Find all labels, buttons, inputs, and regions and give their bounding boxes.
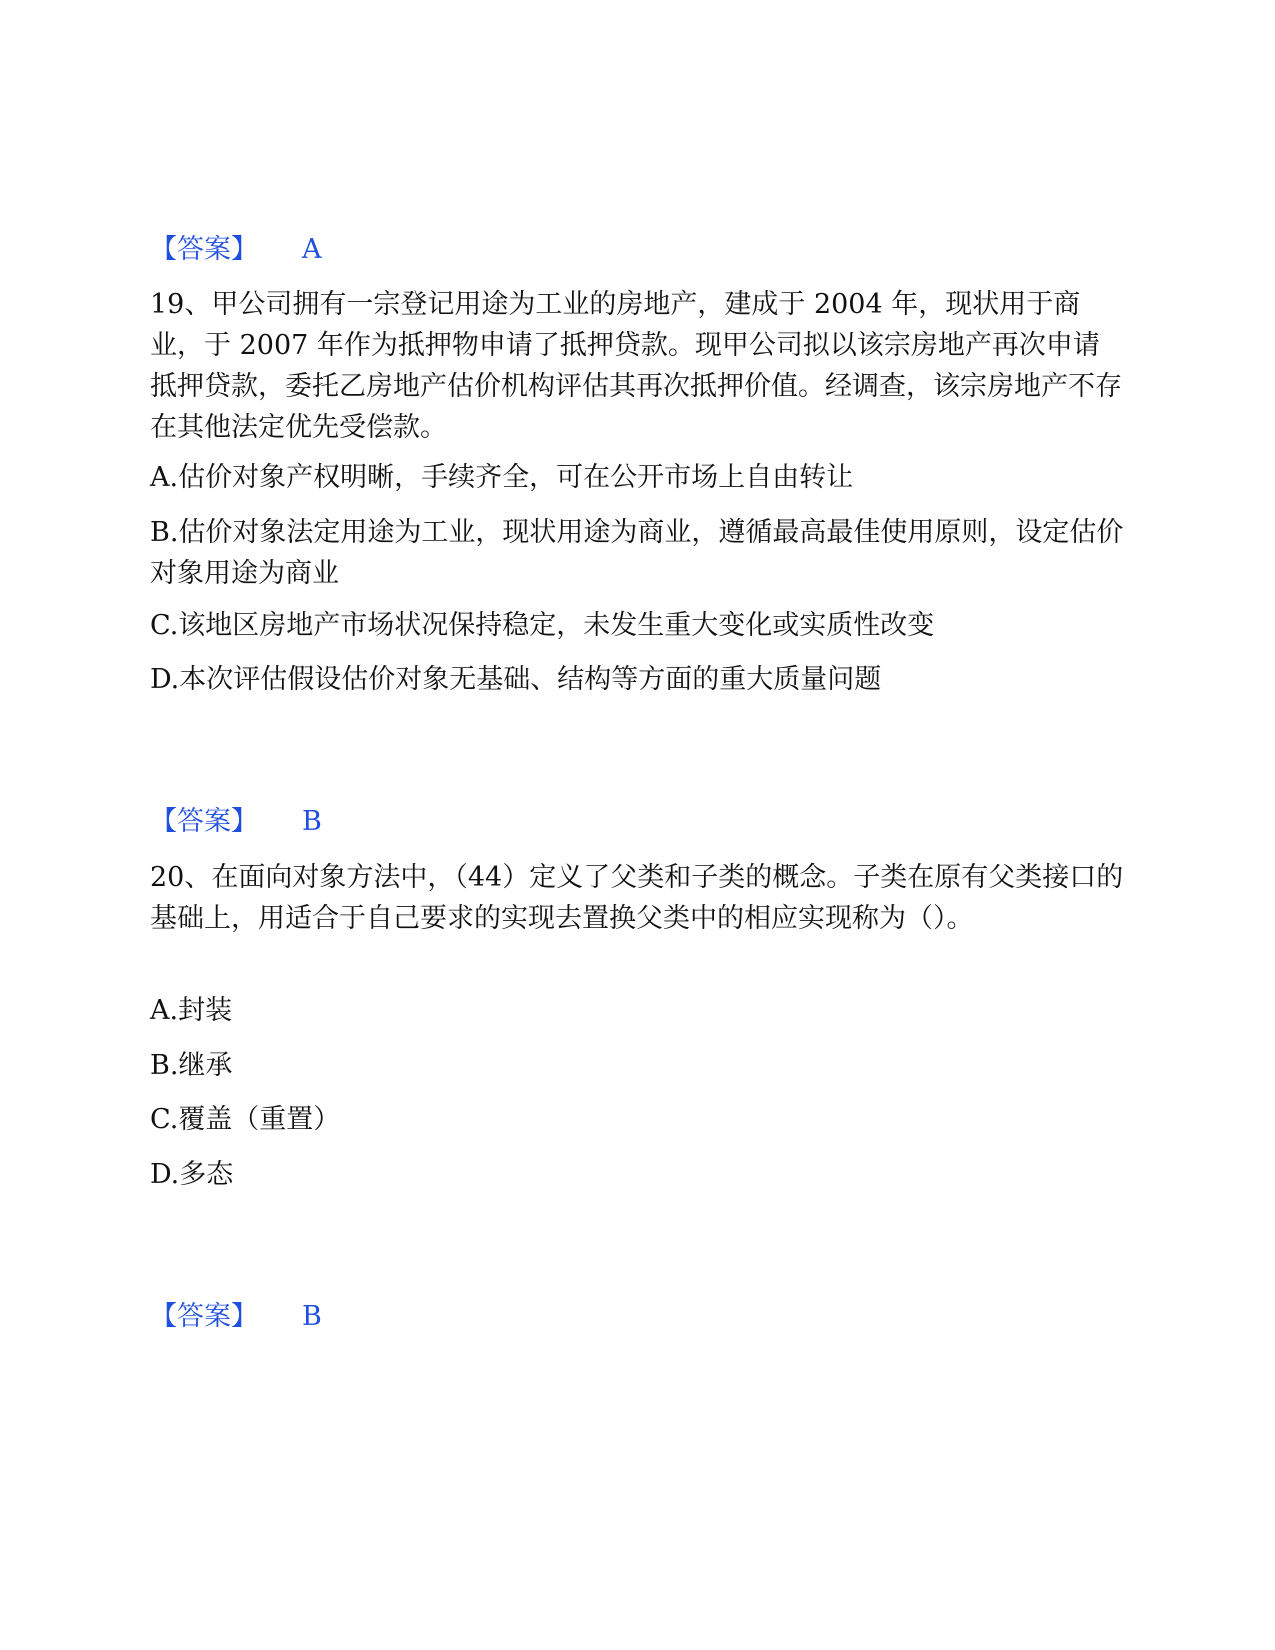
answer-value: B (302, 1301, 322, 1332)
answer-label: 【答案】 (150, 234, 258, 265)
option-a: A.估价对象产权明晰，手续齐全，可在公开市场上自由转让 (150, 462, 854, 493)
option-a: A.封装 (150, 995, 233, 1026)
answer-line (150, 233, 322, 267)
answer-label: 【答案】 (150, 1301, 258, 1332)
answer-value: B (302, 806, 322, 837)
option-d: D.本次评估假设估价对象无基础、结构等方面的重大质量问题 (150, 664, 882, 695)
question-stem: 19、甲公司拥有一宗登记用途为工业的房地产，建成于 2004 年，现状用于商业，于 2007 年作为抵押物申请了抵押贷款。现甲公司拟以该宗房地产再次申请抵押贷款，委托乙房地产估价机构评估其再次抵押价值。经调查，该宗房地产不存在其他法定优先受偿款。 (150, 289, 1122, 443)
option-d: D.多态 (150, 1159, 234, 1190)
answer-line (150, 1300, 322, 1334)
option-c: C.该地区房地产市场状况保持稳定，未发生重大变化或实质性改变 (150, 610, 935, 641)
option-b: B.继承 (150, 1050, 233, 1081)
question-stem: 20、在面向对象方法中，（44）定义了父类和子类的概念。子类在原有父类接口的基础上，用适合于自己要求的实现去置换父类中的相应实现称为（）。 (150, 862, 1124, 934)
answer-line (150, 805, 322, 839)
answer-label: 【答案】 (150, 806, 258, 837)
answer-value: A (302, 234, 322, 265)
option-c: C.覆盖（重置） (150, 1104, 341, 1135)
option-b: B.估价对象法定用途为工业，现状用途为商业，遵循最高最佳使用原则，设定估价对象用途为商业 (150, 517, 1124, 589)
